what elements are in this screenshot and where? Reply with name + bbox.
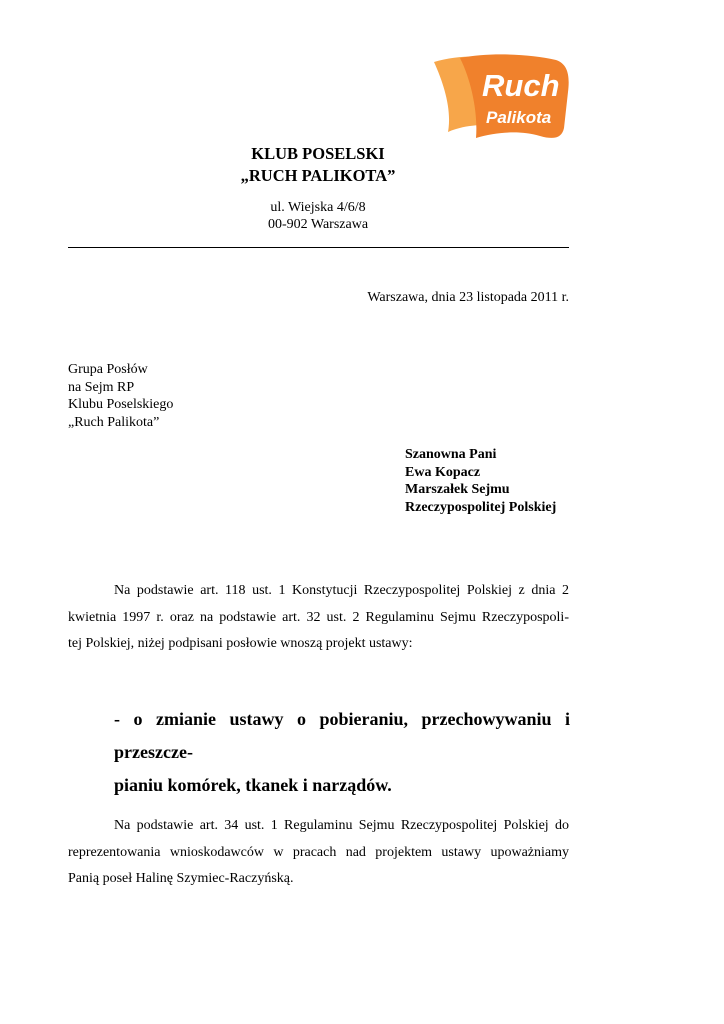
logo-word-palikota: Palikota xyxy=(486,108,552,127)
bill-subject xyxy=(114,703,570,802)
ruch-palikota-logo xyxy=(430,52,572,144)
recipient-block xyxy=(405,446,556,516)
club-name-line1: KLUB POSELSKI xyxy=(251,144,385,163)
recipient-line: Rzeczypospolitej Polskiej xyxy=(405,499,557,515)
paragraph-line: kwietnia 1997 r. oraz na podstawie art. 32 ust. 2 Regulaminu Sejmu Rzeczypospoli- xyxy=(68,609,569,625)
address-city: 00-902 Warszawa xyxy=(267,217,369,232)
paragraph-line: Na podstawie art. 34 ust. 1 Regulaminu Sejmu Rzeczypospolitej Polskiej do xyxy=(114,818,569,833)
recipient-line: Ewa Kopacz xyxy=(405,464,481,480)
subject-line: pianiu komórek, tkanek i narządów. xyxy=(114,775,392,795)
club-name-line2: „RUCH PALIKOTA” xyxy=(240,166,396,185)
paragraph-line: reprezentowania wnioskodawców w pracach nad projektem ustawy upoważniamy xyxy=(68,844,569,860)
sender-block xyxy=(68,361,173,431)
logo-word-ruch: Ruch xyxy=(482,68,560,103)
address-street: ul. Wiejska 4/6/8 xyxy=(270,200,366,215)
logo-flag-graphic xyxy=(430,52,572,144)
header-divider xyxy=(68,247,569,248)
body-paragraph-1 xyxy=(68,578,569,658)
letter-date: Warszawa, dnia 23 listopada 2011 r. xyxy=(367,290,569,305)
body-paragraph-2 xyxy=(68,813,569,893)
subject-line: - o zmianie ustawy o pobieraniu, przechowywaniu i przeszcze- xyxy=(114,709,570,762)
paragraph-line: tej Polskiej, niżej podpisani posłowie wnoszą projekt ustawy: xyxy=(68,636,413,651)
paragraph-line: Panią poseł Halinę Szymiec-Raczyńską. xyxy=(68,871,294,886)
recipient-line: Szanowna Pani xyxy=(405,447,497,462)
paragraph-line: Na podstawie art. 118 ust. 1 Konstytucji Rzeczypospolitej Polskiej z dnia 2 xyxy=(114,583,569,598)
sender-line: na Sejm RP xyxy=(68,379,135,395)
sender-line: Klubu Poselskiego xyxy=(68,397,174,412)
sender-line: Grupa Posłów xyxy=(68,362,148,377)
recipient-line: Marszałek Sejmu xyxy=(405,482,510,497)
sender-line: „Ruch Palikota” xyxy=(68,414,160,430)
